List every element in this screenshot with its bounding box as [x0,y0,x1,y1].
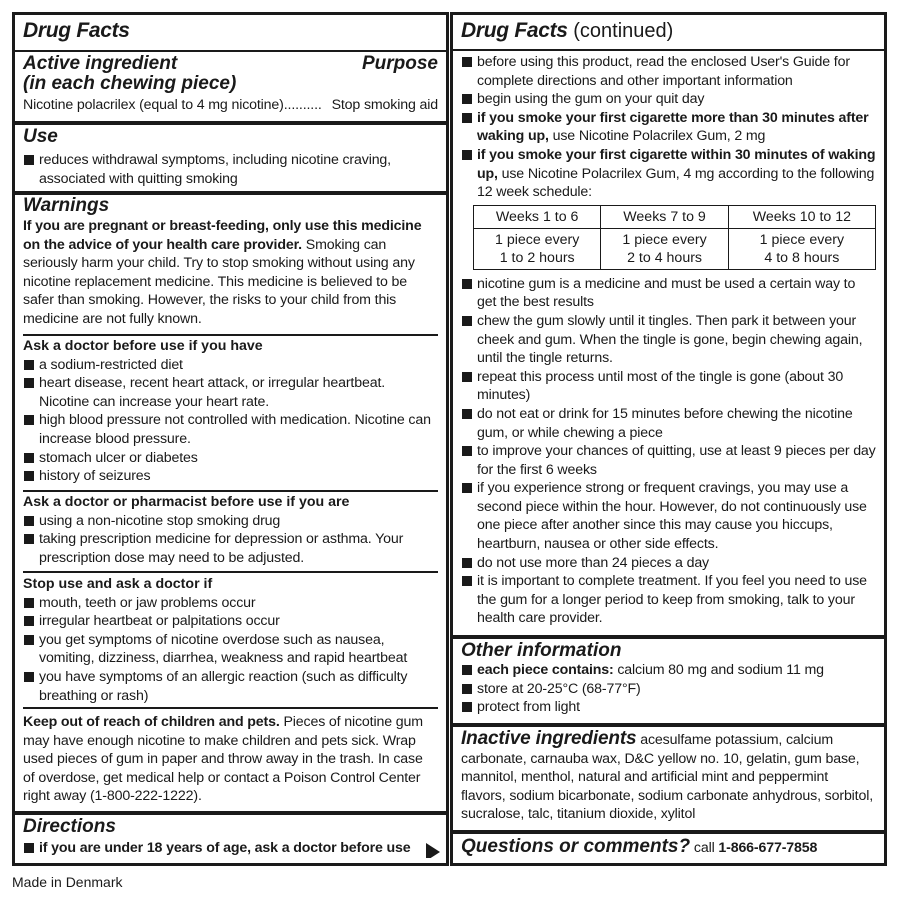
ask-pharmacist-heading: Ask a doctor or pharmacist before use if you are [23,494,350,510]
bullet-icon [24,415,34,425]
list-item: using a non-nicotine stop smoking drug [23,512,438,531]
bullet-icon [462,684,472,694]
bullet-icon [462,409,472,419]
directions-heading: Directions [23,817,116,837]
drug-facts-panel-right [450,12,887,866]
keep-out-section [15,713,446,806]
active-ingredient-section [15,54,446,115]
active-ingredient-purpose: Stop smoking aid [331,97,438,113]
inactive-ingredients-heading: Inactive ingredients [461,729,637,749]
list-item: do not eat or drink for 15 minutes before chewing the nicotine gum, or while chewing a piece [461,405,876,442]
table-row [474,228,876,269]
bullet-icon [24,616,34,626]
bullet-icon [462,446,472,456]
active-ingredient-name: Nicotine polacrilex (equal to 4 mg nicotine).......... [23,97,322,113]
list-item: protect from light [461,698,876,717]
use-section [15,127,446,188]
made-in-note: Made in Denmark [12,874,123,890]
bullet-icon [24,155,34,165]
list-item: if you smoke your first cigarette within 30 minutes of waking up, use Nicotine Polacrilex Gum, 4 mg according to the following 12 week schedule: [461,146,876,202]
list-item: begin using the gum on your quit day [461,90,876,109]
ask-pharmacist-section [15,493,446,567]
bullet-icon [24,598,34,608]
table-cell: 1 piece every 2 to 4 hours [601,228,728,269]
bullet-icon [24,453,34,463]
list-item: taking prescription medicine for depression or asthma. Your prescription dose may need to be adjusted. [23,530,438,567]
active-ingredient-heading: Active ingredient [23,54,178,74]
table-header-cell: Weeks 10 to 12 [728,205,875,228]
list-item: do not use more than 24 pieces a day [461,554,876,573]
list-item: each piece contains: calcium 80 mg and sodium 11 mg [461,661,876,680]
table-cell: 1 piece every 1 to 2 hours [474,228,601,269]
bullet-icon [462,150,472,160]
list-item: you get symptoms of nicotine overdose such as nausea, vomiting, dizziness, diarrhea, weakness and rapid heartbeat [23,631,438,668]
list-item: repeat this process until most of the tingle is gone (about 30 minutes) [461,368,876,405]
divider [15,811,446,815]
bullet-icon [462,57,472,67]
divider [15,50,446,52]
bullet-icon [462,576,472,586]
other-information-heading: Other information [461,641,622,661]
bullet-icon [462,316,472,326]
ask-doctor-heading: Ask a doctor before use if you have [23,338,263,354]
bullet-icon [462,94,472,104]
divider [23,707,438,709]
stop-use-section [15,575,446,705]
continued-title-suffix: (continued) [567,20,674,42]
bullet-icon [462,702,472,712]
bullet-icon [24,516,34,526]
list-item: you have symptoms of an allergic reaction (such as difficulty breathing or rash) [23,668,438,705]
list-item: history of seizures [23,467,438,486]
divider [23,490,438,492]
list-item: if you smoke your first cigarette more than 30 minutes after waking up, use Nicotine Polacrilex Gum, 2 mg [461,109,876,146]
list-item: mouth, teeth or jaw problems occur [23,594,438,613]
other-information-section [453,641,884,717]
table-header-cell: Weeks 7 to 9 [601,205,728,228]
table-header-cell: Weeks 1 to 6 [474,205,601,228]
questions-heading: Questions or comments? [461,837,691,857]
drug-facts-title-section [15,19,446,43]
table-cell: 1 piece every 4 to 8 hours [728,228,875,269]
use-heading: Use [23,127,58,147]
list-item: it is important to complete treatment. If you feel you need to use the gum for a longer period to keep from smoking, talk to your health care provider. [461,572,876,628]
bullet-icon [462,665,472,675]
warnings-heading: Warnings [23,196,110,216]
bullet-icon [24,360,34,370]
continued-title-section [453,19,884,43]
list-item: if you are under 18 years of age, ask a doctor before use [23,839,438,858]
list-item: high blood pressure not controlled with medication. Nicotine can increase blood pressure. [23,411,438,448]
bullet-icon [24,635,34,645]
list-item: stomach ulcer or diabetes [23,449,438,468]
bullet-icon [462,372,472,382]
list-item: nicotine gum is a medicine and must be used a certain way to get the best results [461,275,876,312]
bullet-icon [462,279,472,289]
list-item: reduces withdrawal symptoms, including nicotine craving, associated with quitting smoking [23,151,438,188]
list-item: store at 20-25°C (68-77°F) [461,680,876,699]
table-row [474,205,876,228]
divider [15,121,446,125]
divider [453,723,884,727]
divider [453,830,884,834]
divider [23,571,438,573]
bullet-icon [462,558,472,568]
pregnancy-warning: If you are pregnant or breast-feeding, only use this medicine on the advice of your health care provider. Smoking can seriously harm your child. Try to stop smoking without using any nicotine replacement medicine. This medicine is believed to be safer than smoking. However, the risks to your child from this medicine are not fully known. [23,218,422,327]
continued-title: Drug Facts [461,19,568,42]
divider [453,49,884,51]
list-item: if you experience strong or frequent cravings, you may use a second piece within the hour. However, do not continuously use one piece after another since this may cause you hiccups, heartburn, nausea or other side effects. [461,479,876,553]
divider [23,334,438,336]
inactive-ingredients-section [453,729,884,824]
continue-arrow-icon [426,843,440,858]
questions-section [453,837,884,858]
divider [15,191,446,195]
ask-doctor-section [15,337,446,486]
warnings-section [15,196,446,329]
bullet-icon [24,534,34,544]
bullet-icon [24,378,34,388]
bullet-icon [24,843,34,853]
drug-facts-panel-left [12,12,449,866]
bullet-icon [24,672,34,682]
dosing-schedule-table [473,205,876,270]
inactive-ingredients-text: Inactive ingredients acesulfame potassium, calcium carbonate, carnauba wax, D&C yellow no. 10, gelatin, gum base, mannitol, menthol, natural and artificial mint and peppermint flavors, sodium bicarbonate, sodium carbonate anhydrous, sorbitol, sucralose, talc, titanium dioxide, xylitol [461,729,874,823]
bullet-icon [462,483,472,493]
stop-use-heading: Stop use and ask a doctor if [23,576,213,592]
list-item: a sodium-restricted diet [23,356,438,375]
list-item: heart disease, recent heart attack, or irregular heartbeat. Nicotine can increase your heart rate. [23,374,438,411]
questions-call-label: call [690,840,719,856]
list-item: irregular heartbeat or palpitations occur [23,612,438,631]
questions-phone: 1-866-677-7858 [718,840,818,856]
list-item: chew the gum slowly until it tingles. Then park it between your cheek and gum. When the tingle is gone, begin chewing again, until the tingle returns. [461,312,876,368]
directions-section [15,817,446,858]
bullet-icon [462,113,472,123]
list-item: before using this product, read the enclosed User's Guide for complete directions and other important information [461,53,876,90]
drug-facts-title: Drug Facts [23,19,130,42]
active-ingredient-subheading: (in each chewing piece) [23,73,237,94]
directions-continued-section [453,53,884,628]
bullet-icon [24,471,34,481]
purpose-heading: Purpose [361,54,438,74]
list-item: to improve your chances of quitting, use at least 9 pieces per day for the first 6 weeks [461,442,876,479]
keep-out-warning: Keep out of reach of children and pets. Pieces of nicotine gum may have enough nicotine to make children and pets sick. Wrap used pieces of gum in paper and throw away in the trash. In case of overdose, get medical help or contact a Poison Control Center right away (1-800-222-1222). [23,714,423,805]
divider [453,635,884,639]
